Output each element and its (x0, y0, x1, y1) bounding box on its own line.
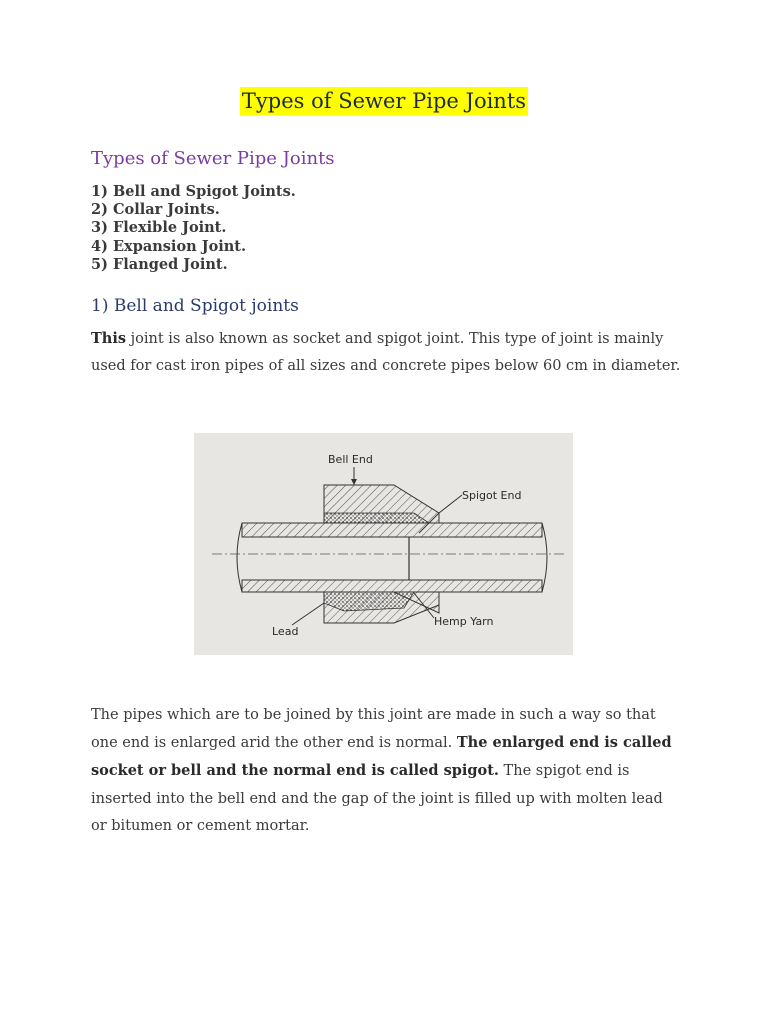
list-item: 3) Flexible Joint. (91, 219, 227, 237)
list-item: 2) Collar Joints. (91, 201, 220, 219)
pipe-top-wall (242, 523, 542, 537)
lead-packing-top (324, 513, 429, 523)
bell-end-arrow (351, 479, 357, 485)
joint-type-list (91, 183, 296, 274)
lead-label: Lead (272, 625, 299, 638)
bell-end-label: Bell End (328, 453, 373, 466)
body-paragraph (91, 702, 683, 840)
diagram-drawing (194, 433, 573, 655)
list-item: 5) Flanged Joint. (91, 255, 228, 273)
intro-paragraph (91, 325, 683, 380)
pipe-left-end (237, 523, 242, 592)
body-text-part1: The pipes which are to be joined by this joint are made in such a way so that one end is enlarged arid the other end is normal. (91, 707, 656, 752)
document-title (0, 86, 768, 116)
body-bold-text: The enlarged end is called socket or bell and the normal end is called spigot. (91, 734, 672, 780)
spigot-end-label: Spigot End (462, 489, 522, 502)
section-heading: Types of Sewer Pipe Joints (91, 148, 335, 169)
list-item: 1) Bell and Spigot Joints. (91, 183, 296, 200)
lead-leader (292, 603, 324, 625)
pipe-right-end (542, 523, 547, 592)
intro-text: joint is also known as socket and spigot joint. This type of joint is mainly used for cast iron pipes of all sizes and concrete pipes below 60 cm in diameter. (91, 331, 681, 375)
bell-spigot-diagram (194, 433, 573, 655)
body-text-part2: The spigot end is inserted into the bell end and the gap of the joint is filled up with molten lead or bitumen or cement mortar. (91, 763, 663, 834)
list-item: 4) Expansion Joint. (91, 237, 247, 255)
pipe-bottom-wall (242, 580, 542, 592)
document-title-text: Types of Sewer Pipe Joints (241, 89, 527, 113)
subsection-heading: 1) Bell and Spigot joints (91, 296, 299, 316)
lead-packing-bottom (324, 592, 414, 611)
intro-bold-text: This (91, 330, 127, 347)
hemp-yarn-label: Hemp Yarn (434, 615, 494, 628)
